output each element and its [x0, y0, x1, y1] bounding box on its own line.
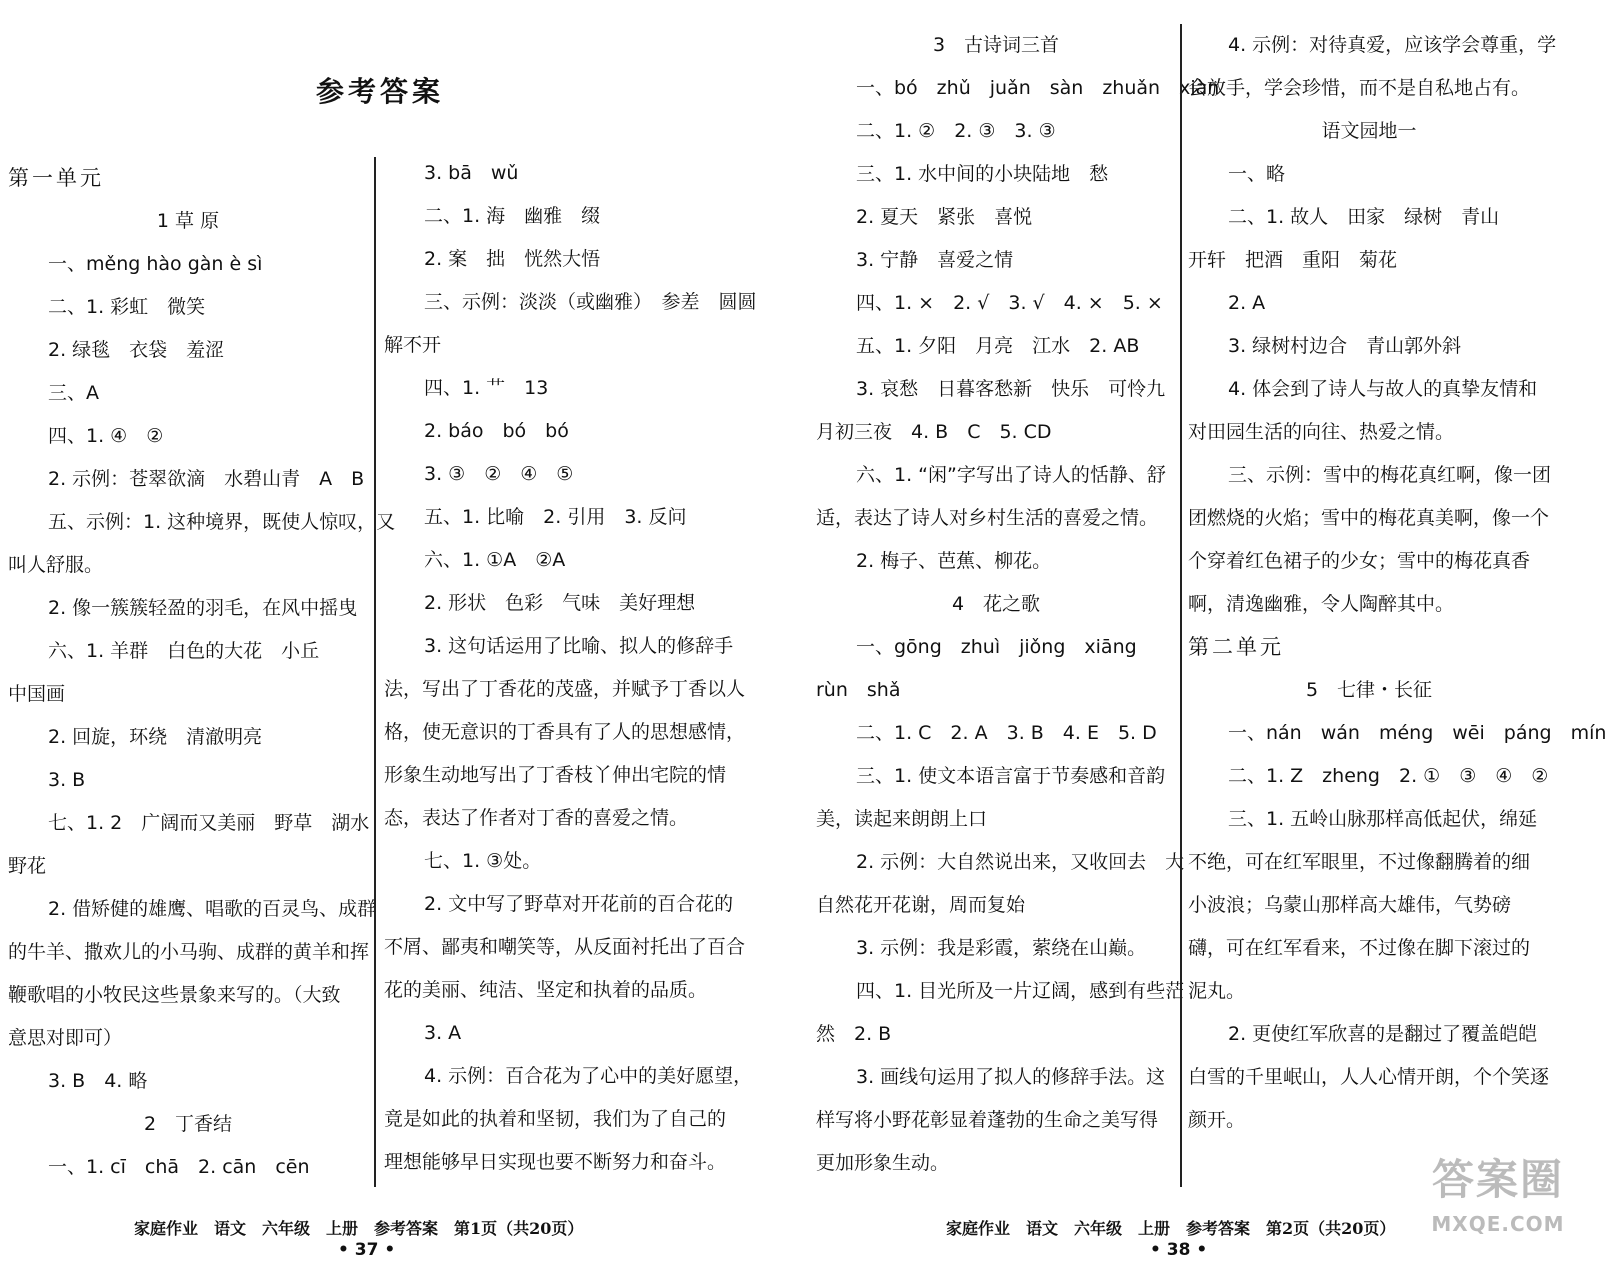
answer-line: 礴，可在红军看来，不过像在脚下滚过的: [1188, 937, 1531, 959]
answer-line: 3. B 4. 略: [48, 1070, 148, 1092]
answer-line: 颜开。: [1188, 1109, 1246, 1131]
column-2: [384, 152, 757, 1184]
answer-line: 二、1. Z zheng 2. ① ③ ④ ②: [1228, 765, 1549, 787]
answer-line: 泥丸。: [1188, 980, 1246, 1002]
answer-line: 二、1. 彩虹 微笑: [48, 296, 206, 318]
answer-line: 4. 示例：对待真爱，应该学会尊重，学: [1228, 34, 1557, 56]
answer-line: 四、1. ④ ②: [48, 425, 164, 447]
answer-line: 月初三夜 4. B C 5. CD: [816, 421, 1052, 443]
answer-line: 四、1. 目光所及一片辽阔，感到有些茫: [856, 980, 1185, 1002]
answer-line: 3. 宁静 喜爱之情: [856, 249, 1014, 271]
answer-line: 美，读起来朗朗上口: [816, 808, 988, 830]
column-divider-left: [374, 157, 376, 1187]
answer-line: 3. bā wǔ: [424, 162, 519, 184]
section-heading: 2 丁香结: [143, 1113, 233, 1135]
section-heading: 5 七律・长征: [1305, 679, 1433, 701]
answer-line: 2. 梅子、芭蕉、柳花。: [856, 550, 1052, 572]
answer-line: 不绝，可在红军眼里，不过像翻腾着的细: [1188, 851, 1531, 873]
column-divider-right: [1180, 24, 1182, 1187]
section-heading: 3 古诗词三首: [932, 34, 1060, 56]
answer-line: 3. ③ ② ④ ⑤: [424, 463, 574, 485]
answer-line: 四、1. × 2. √ 3. √ 4. × 5. ×: [856, 292, 1163, 314]
answer-line: 2. 绿毯 衣袋 羞涩: [48, 339, 225, 361]
answer-line: 2. 像一簇簇轻盈的羽毛，在风中摇曳: [48, 597, 358, 619]
section-heading: 第二单元: [1188, 635, 1284, 659]
answer-line: 啊，清逸幽雅，令人陶醉其中。: [1188, 593, 1455, 615]
answer-line: 更加形象生动。: [816, 1152, 950, 1174]
answer-line: 白雪的千里岷山，人人心情开朗，个个笑逐: [1188, 1066, 1550, 1088]
section-heading: 4 花之歌: [951, 593, 1041, 615]
answer-line: 三、示例：淡淡（或幽雅） 参差 圆圆: [424, 291, 757, 313]
main-title: 参考答案: [315, 75, 444, 108]
answer-line: 三、1. 水中间的小块陆地 愁: [856, 163, 1109, 185]
answer-line: 叫人舒服。: [8, 554, 104, 576]
footer-left: 家庭作业 语文 六年级 上册 参考答案 第1页（共20页）: [134, 1219, 584, 1238]
answer-line: 会放手，学会珍惜，而不是自私地占有。: [1188, 77, 1531, 99]
answer-line: 五、示例：1. 这种境界，既使人惊叹，又: [48, 511, 396, 533]
section-heading: 语文园地一: [1321, 120, 1417, 142]
answer-line: 六、1. 羊群 白色的大花 小丘: [48, 640, 320, 662]
page-number-right: • 38 •: [1150, 1240, 1208, 1260]
answer-line: 七、1. ③处。: [424, 850, 542, 872]
answer-line: 七、1. 2 广阔而又美丽 野草 湖水: [48, 812, 370, 834]
answer-line: 一、1. cī chā 2. cān cēn: [48, 1156, 310, 1178]
answer-line: 3. A: [424, 1022, 462, 1044]
answer-line: 个穿着红色裙子的少女；雪中的梅花真香: [1188, 550, 1531, 572]
answer-line: 花的美丽、纯洁、坚定和执着的品质。: [384, 979, 708, 1001]
page-number-left: • 37 •: [338, 1240, 396, 1260]
answer-line: 3. 这句话运用了比喻、拟人的修辞手: [424, 635, 734, 657]
answer-line: 六、1. “闲”字写出了诗人的恬静、舒: [856, 464, 1166, 486]
answer-line: 三、1. 五岭山脉那样高低起伏，绵延: [1228, 808, 1538, 830]
answer-line: 对田园生活的向往、热爱之情。: [1188, 421, 1455, 443]
answer-line: 一、bó zhǔ juǎn sàn zhuǎn xiàn: [856, 77, 1220, 99]
answer-line: 六、1. ①A ②A: [424, 549, 566, 571]
answer-line: 三、1. 使文本语言富于节奏感和音韵: [856, 765, 1166, 787]
answer-line: 三、A: [48, 382, 99, 404]
watermark-url: MXQE.COM: [1431, 1212, 1565, 1236]
watermark-text: 答案圈: [1431, 1155, 1564, 1204]
answer-line: 3. 绿树村边合 青山郭外斜: [1228, 335, 1462, 357]
answer-line: 五、1. 比喻 2. 引用 3. 反问: [424, 506, 687, 528]
answer-line: 样写将小野花彰显着蓬勃的生命之美写得: [816, 1109, 1159, 1131]
answer-line: 4. 体会到了诗人与故人的真挚友情和: [1228, 378, 1538, 400]
answer-line: 自然花开花谢，周而复始: [816, 894, 1026, 916]
answer-line: 团燃烧的火焰；雪中的梅花真美啊，像一个: [1188, 507, 1550, 529]
section-heading: 第一单元: [8, 166, 104, 190]
answer-line: 格，使无意识的丁香具有了人的思想感情，: [384, 721, 746, 743]
answer-line: 2. 案 拙 恍然大悟: [424, 248, 601, 270]
answer-line: 2. 示例：大自然说出来，又收回去 大: [856, 851, 1185, 873]
answer-line: 二、1. C 2. A 3. B 4. E 5. D: [856, 722, 1157, 744]
footer-right: 家庭作业 语文 六年级 上册 参考答案 第2页（共20页）: [946, 1219, 1396, 1238]
answer-line: rùn shǎ: [816, 679, 901, 701]
answer-line: 2. A: [1228, 292, 1266, 314]
answer-line: 2. 形状 色彩 气味 美好理想: [424, 592, 696, 614]
answer-line: 二、1. ② 2. ③ 3. ③: [856, 120, 1056, 142]
answer-line: 一、gōng zhuì jiǒng xiāng: [856, 636, 1137, 658]
answer-line: 不屑、鄙夷和嘲笑等，从反面衬托出了百合: [384, 936, 746, 958]
answer-line: 2. báo bó bó: [424, 420, 569, 442]
answer-line: 中国画: [8, 683, 66, 705]
column-4: [1188, 24, 1606, 1142]
answer-line: 开轩 把酒 重阳 菊花: [1188, 249, 1398, 271]
answer-line: 三、示例：雪中的梅花真红啊，像一团: [1228, 464, 1552, 486]
answer-line: 然 2. B: [816, 1023, 892, 1045]
answer-line: 3. B: [48, 769, 86, 791]
section-heading: 1 草 原: [156, 210, 220, 232]
answer-line: 2. 更使红军欣喜的是翻过了覆盖皑皑: [1228, 1023, 1538, 1045]
answer-line: 一、měng hào gàn è sì: [48, 253, 263, 275]
answer-line: 小波浪；乌蒙山那样高大雄伟，气势磅: [1188, 894, 1512, 916]
answer-line: 态，表达了作者对丁香的喜爱之情。: [384, 807, 689, 829]
answer-line: 形象生动地写出了丁香枝丫伸出宅院的情: [384, 764, 727, 786]
answer-line: 竟是如此的执着和坚韧，我们为了自己的: [384, 1108, 727, 1130]
answer-line: 二、1. 海 幽雅 缀: [424, 205, 601, 227]
answer-line: 法，写出了丁香花的茂盛，并赋予丁香以人: [384, 678, 746, 700]
answer-line: 鞭歌唱的小牧民这些景象来写的。（大致: [8, 984, 341, 1006]
answer-line: 解不开: [384, 334, 442, 356]
answer-line: 2. 示例：苍翠欲滴 水碧山青 A B: [48, 468, 365, 490]
answer-line: 4. 示例：百合花为了心中的美好愿望，: [424, 1065, 753, 1087]
answer-line: 2. 夏天 紧张 喜悦: [856, 206, 1033, 228]
answer-line: 2. 借矫健的雄鹰、唱歌的百灵鸟、成群: [48, 898, 377, 920]
answer-line: 四、1. 艹 13: [424, 377, 549, 399]
answer-line: 3. 哀愁 日暮客愁新 快乐 可怜九: [856, 378, 1166, 400]
answer-line: 野花: [8, 855, 47, 877]
answer-line: 一、nán wán méng wēi páng mín: [1228, 722, 1606, 744]
answer-line: 五、1. 夕阳 月亮 江水 2. AB: [856, 335, 1140, 357]
answer-line: 二、1. 故人 田家 绿树 青山: [1228, 206, 1500, 228]
answer-line: 意思对即可）: [8, 1027, 123, 1049]
watermark-logo: [1408, 1150, 1588, 1260]
answer-line: 2. 回旋，环绕 清澈明亮: [48, 726, 263, 748]
answer-line: 一、略: [1228, 163, 1286, 185]
column-1: [8, 157, 396, 1189]
answer-line: 3. 画线句运用了拟人的修辞手法。这: [856, 1066, 1166, 1088]
answer-line: 的牛羊、撒欢儿的小马驹、成群的黄羊和挥: [8, 941, 370, 963]
answer-line: 3. 示例：我是彩霞，萦绕在山巅。: [856, 937, 1147, 959]
answer-line: 2. 文中写了野草对开花前的百合花的: [424, 893, 734, 915]
answer-line: 理想能够早日实现也要不断努力和奋斗。: [384, 1151, 727, 1173]
answer-line: 适，表达了诗人对乡村生活的喜爱之情。: [816, 507, 1159, 529]
